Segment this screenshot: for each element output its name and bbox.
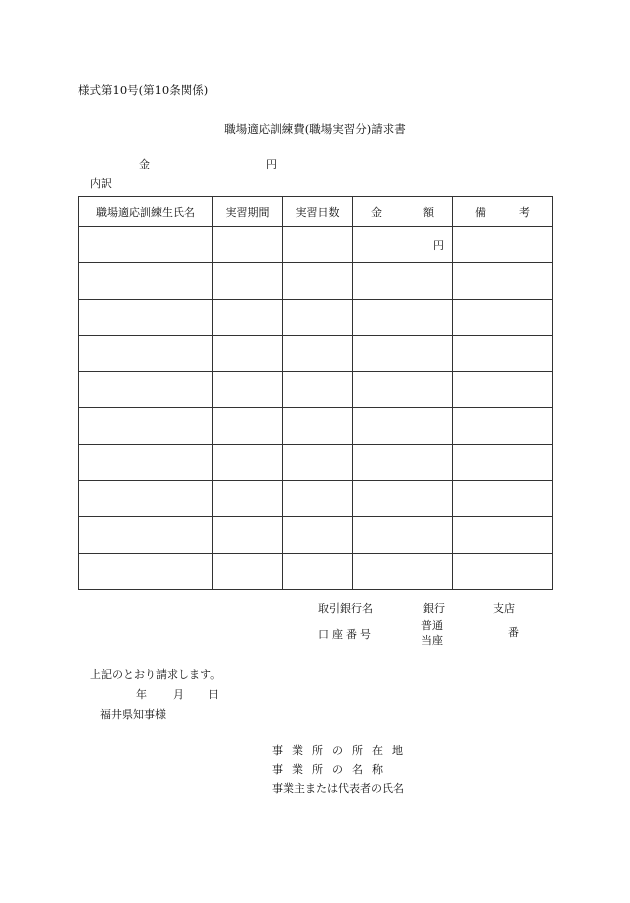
table-row bbox=[79, 444, 553, 480]
bank-suffix: 銀行 bbox=[423, 602, 445, 615]
cell-amount[interactable] bbox=[353, 299, 453, 335]
cell-days[interactable] bbox=[283, 335, 353, 371]
cell-period[interactable] bbox=[213, 517, 283, 553]
business-name-label: 事業所の名称 bbox=[272, 763, 392, 776]
cell-trainee-name[interactable] bbox=[79, 299, 213, 335]
cell-remarks[interactable] bbox=[453, 299, 553, 335]
header-remarks-1: 備 bbox=[475, 205, 486, 219]
breakdown-label: 内訳 bbox=[90, 177, 112, 190]
cell-trainee-name[interactable] bbox=[79, 444, 213, 480]
account-number-label: 口座番号 bbox=[318, 628, 374, 641]
business-location-label: 事業所の所在地 bbox=[272, 744, 412, 757]
account-type-ordinary: 普通 bbox=[421, 619, 443, 632]
representative-name-label: 事業主または代表者の氏名 bbox=[272, 782, 404, 795]
cell-trainee-name[interactable] bbox=[79, 481, 213, 517]
date-line bbox=[136, 686, 219, 702]
header-remarks-2: 考 bbox=[519, 205, 530, 219]
table-row bbox=[79, 481, 553, 517]
cell-days[interactable] bbox=[283, 408, 353, 444]
cell-days[interactable] bbox=[283, 517, 353, 553]
header-amount bbox=[353, 197, 453, 227]
branch-suffix: 支店 bbox=[493, 602, 515, 615]
cell-remarks[interactable] bbox=[453, 335, 553, 371]
cell-days[interactable] bbox=[283, 481, 353, 517]
cell-trainee-name[interactable] bbox=[79, 408, 213, 444]
yen-unit: 円 bbox=[433, 238, 444, 252]
cell-period[interactable] bbox=[213, 227, 283, 263]
date-day: 日 bbox=[208, 688, 219, 701]
cell-remarks[interactable] bbox=[453, 553, 553, 589]
table-row bbox=[79, 408, 553, 444]
cell-period[interactable] bbox=[213, 444, 283, 480]
cell-trainee-name[interactable] bbox=[79, 263, 213, 299]
cell-amount[interactable] bbox=[353, 481, 453, 517]
cell-remarks[interactable] bbox=[453, 517, 553, 553]
cell-amount[interactable] bbox=[353, 263, 453, 299]
cell-period[interactable] bbox=[213, 335, 283, 371]
request-statement: 上記のとおり請求します。 bbox=[90, 668, 222, 681]
cell-period[interactable] bbox=[213, 299, 283, 335]
cell-remarks[interactable] bbox=[453, 481, 553, 517]
cell-days[interactable] bbox=[283, 263, 353, 299]
cell-period[interactable] bbox=[213, 408, 283, 444]
account-type-current: 当座 bbox=[421, 634, 443, 647]
amount-label: 金 bbox=[139, 158, 150, 171]
account-number-suffix: 番 bbox=[508, 626, 519, 639]
header-amount-1: 金 bbox=[371, 205, 382, 219]
cell-amount[interactable] bbox=[353, 227, 453, 263]
cell-remarks[interactable] bbox=[453, 408, 553, 444]
cell-days[interactable] bbox=[283, 444, 353, 480]
cell-period[interactable] bbox=[213, 263, 283, 299]
header-amount-2: 額 bbox=[423, 205, 434, 219]
bank-name-label: 取引銀行名 bbox=[318, 602, 373, 615]
date-year: 年 bbox=[136, 688, 147, 701]
header-trainee-name: 職場適応訓練生氏名 bbox=[79, 197, 213, 227]
cell-days[interactable] bbox=[283, 299, 353, 335]
cell-remarks[interactable] bbox=[453, 444, 553, 480]
cell-amount[interactable] bbox=[353, 408, 453, 444]
cell-amount[interactable] bbox=[353, 335, 453, 371]
addressee: 福井県知事様 bbox=[100, 708, 166, 721]
cell-trainee-name[interactable] bbox=[79, 517, 213, 553]
cell-period[interactable] bbox=[213, 372, 283, 408]
amount-unit: 円 bbox=[266, 158, 277, 171]
cell-period[interactable] bbox=[213, 481, 283, 517]
table-row bbox=[79, 263, 553, 299]
cell-amount[interactable] bbox=[353, 372, 453, 408]
table-row bbox=[79, 553, 553, 589]
cell-amount[interactable] bbox=[353, 444, 453, 480]
cell-trainee-name[interactable] bbox=[79, 227, 213, 263]
cell-trainee-name[interactable] bbox=[79, 372, 213, 408]
breakdown-table bbox=[78, 196, 553, 590]
cell-remarks[interactable] bbox=[453, 227, 553, 263]
cell-period[interactable] bbox=[213, 553, 283, 589]
cell-days[interactable] bbox=[283, 553, 353, 589]
form-number: 様式第10号(第10条関係) bbox=[78, 83, 209, 97]
table-row bbox=[79, 335, 553, 371]
cell-trainee-name[interactable] bbox=[79, 335, 213, 371]
cell-remarks[interactable] bbox=[453, 372, 553, 408]
table-row bbox=[79, 299, 553, 335]
cell-days[interactable] bbox=[283, 372, 353, 408]
table-row bbox=[79, 372, 553, 408]
table-header-row bbox=[79, 197, 553, 227]
cell-trainee-name[interactable] bbox=[79, 553, 213, 589]
header-remarks bbox=[453, 197, 553, 227]
table-row bbox=[79, 227, 553, 263]
date-month: 月 bbox=[173, 688, 184, 701]
cell-amount[interactable] bbox=[353, 517, 453, 553]
cell-days[interactable] bbox=[283, 227, 353, 263]
header-period: 実習期間 bbox=[213, 197, 283, 227]
cell-remarks[interactable] bbox=[453, 263, 553, 299]
table-row bbox=[79, 517, 553, 553]
cell-amount[interactable] bbox=[353, 553, 453, 589]
document-title: 職場適応訓練費(職場実習分)請求書 bbox=[224, 122, 406, 136]
header-days: 実習日数 bbox=[283, 197, 353, 227]
